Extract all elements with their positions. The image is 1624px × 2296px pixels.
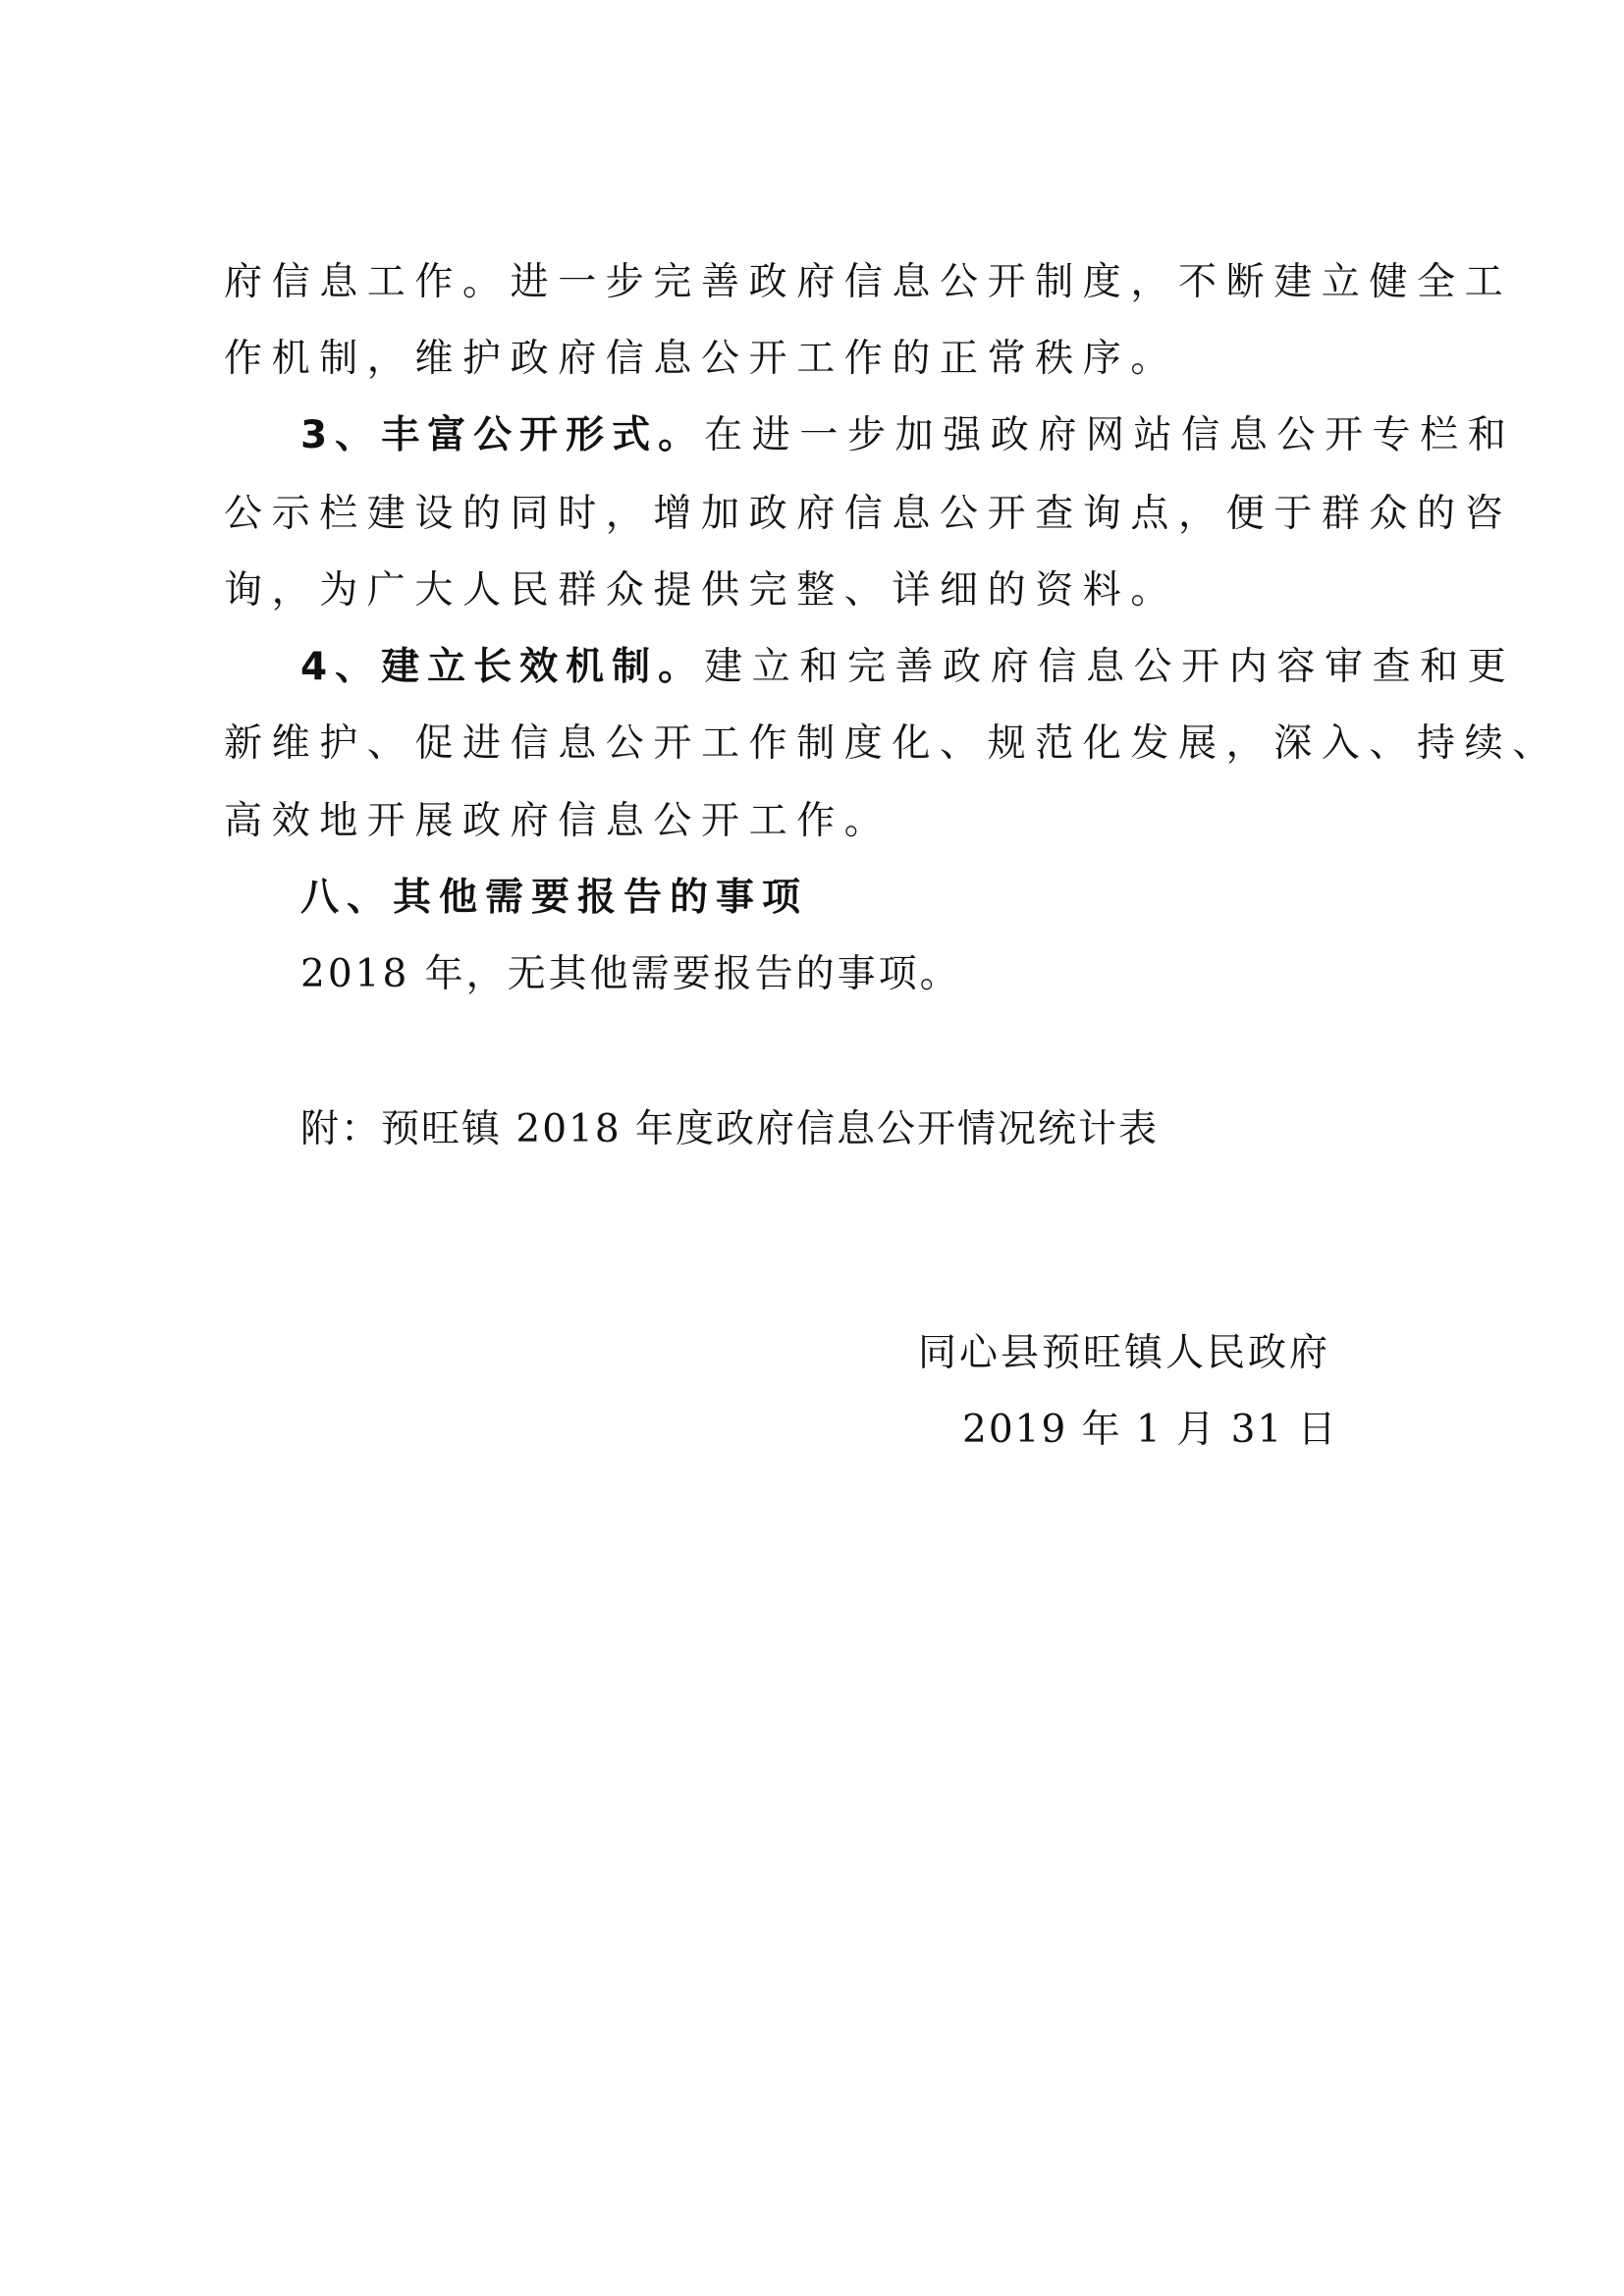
item3-line2: 公示栏建设的同时，增加政府信息公开查询点，便于群众的咨 xyxy=(224,492,1513,536)
item3-line3: 询，为广大人民群众提供完整、详细的资料。 xyxy=(224,568,1179,613)
item4-line1-text: 建立和完善政府信息公开内容审查和更 xyxy=(704,645,1516,689)
item4-line3: 高效地开展政府信息公开工作。 xyxy=(224,799,893,843)
item3-heading: 3、丰富公开形式。 xyxy=(300,413,705,457)
signature-date: 2019 年 1 月 31 日 xyxy=(962,1408,1338,1452)
item4-first-line xyxy=(300,638,1515,697)
item3-line1-text: 在进一步加强政府网站信息公开专栏和 xyxy=(704,413,1516,457)
attachment-note: 附：预旺镇 2018 年度政府信息公开情况统计表 xyxy=(300,1107,1160,1151)
item4-heading: 4、建立长效机制。 xyxy=(300,645,705,689)
section8-body: 2018 年，无其他需要报告的事项。 xyxy=(300,952,961,996)
section8-heading: 八、其他需要报告的事项 xyxy=(300,876,809,920)
item3-first-line xyxy=(300,406,1515,465)
paragraph1-line1: 府信息工作。进一步完善政府信息公开制度，不断建立健全工 xyxy=(224,260,1513,304)
signature-organization: 同心县预旺镇人民政府 xyxy=(918,1331,1331,1375)
item4-line2: 新维护、促进信息公开工作制度化、规范化发展，深入、持续、 xyxy=(224,721,1560,766)
paragraph1-line2: 作机制，维护政府信息公开工作的正常秩序。 xyxy=(224,337,1179,381)
